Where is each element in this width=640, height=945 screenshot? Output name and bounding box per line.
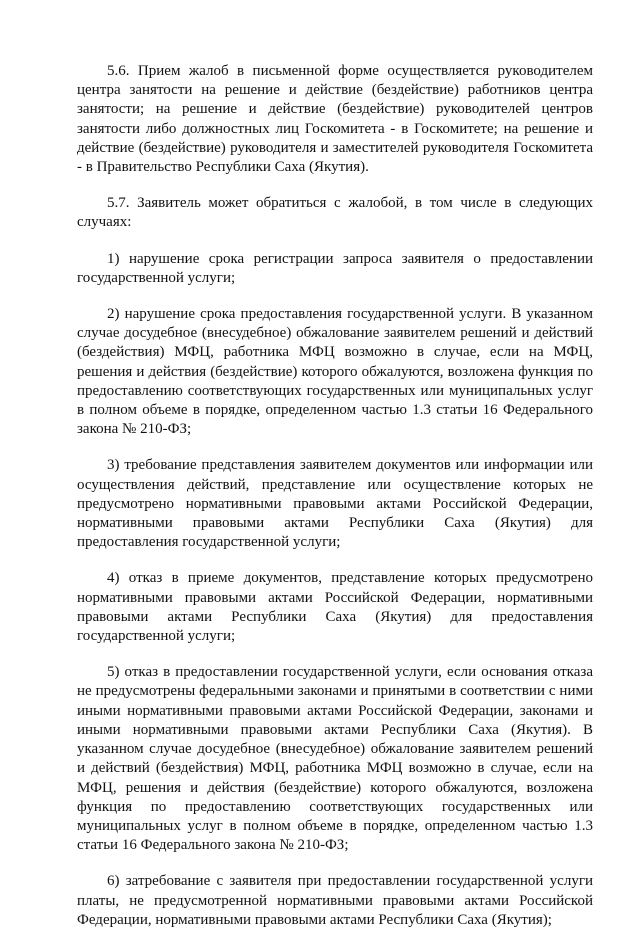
paragraph-5-6: 5.6. Прием жалоб в письменной форме осуществляется руководителем центра занятости на решение и действие (бездействие) работников центра занятости; на решение и действие (бездействие) руководителей центров занятости либо должностных лиц Госкомитета - в Госкомитете; на решение и действие (бездействие) руководителя и заместителей руководителя Госкомитета - в Правительство Республики Саха (Якутия). — [77, 63, 593, 176]
list-item-5: 5) отказ в предоставлении государственной услуги, если основания отказа не предусмотрены федеральными законами и принятыми в соответствии с ними иными нормативными правовыми актами Российской Федерации, законами и иными нормативными правовыми актами Республики Саха (Якутия). В указанном случае досудебное (внесудебное) обжалование заявителем решений и действий (бездействия) МФЦ, работника МФЦ возможно в случае, если на МФЦ, решения и действия (бездействие) которого обжалуются, возложена функция по предоставлению соответствующих государственных или муниципальных услуг в полном объеме в порядке, определенном частью 1.3 статьи 16 Федерального закона № 210-ФЗ; — [77, 664, 593, 854]
list-item-1: 1) нарушение срока регистрации запроса заявителя о предоставлении государственной услуги; — [77, 250, 593, 286]
paragraph-5-7: 5.7. Заявитель может обратиться с жалобой, в том числе в следующих случаях: — [77, 195, 593, 231]
list-item-2: 2) нарушение срока предоставления государственной услуги. В указанном случае досудебное (внесудебное) обжалование заявителем решений и действий (бездействия) МФЦ, работника МФЦ возможно в случае, если на МФЦ, решения и действия (бездействие) которого обжалуются, возложена функция по предоставлению соответствующих государственных или муниципальных услуг в полном объеме в порядке, определенном частью 1.3 статьи 16 Федерального закона № 210-ФЗ; — [77, 306, 593, 438]
list-item-4: 4) отказ в приеме документов, представление которых предусмотрено нормативными правовыми актами Российской Федерации, нормативными правовыми актами Республики Саха (Якутия) для предоставления государственной услуги; — [77, 570, 593, 645]
list-item-3: 3) требование представления заявителем документов или информации или осуществления действий, представление или осуществление которых не предусмотрено нормативными правовыми актами Российской Федерации, нормативными правовыми актами Республики Саха (Якутия) для предоставления государственной услуги; — [77, 457, 593, 551]
document-page — [77, 62, 593, 945]
list-item-6: 6) затребование с заявителя при предоставлении государственной услуги платы, не предусмотренной нормативными правовыми актами Российской Федерации, нормативными правовыми актами Республики Саха (Якутия); — [77, 873, 593, 928]
